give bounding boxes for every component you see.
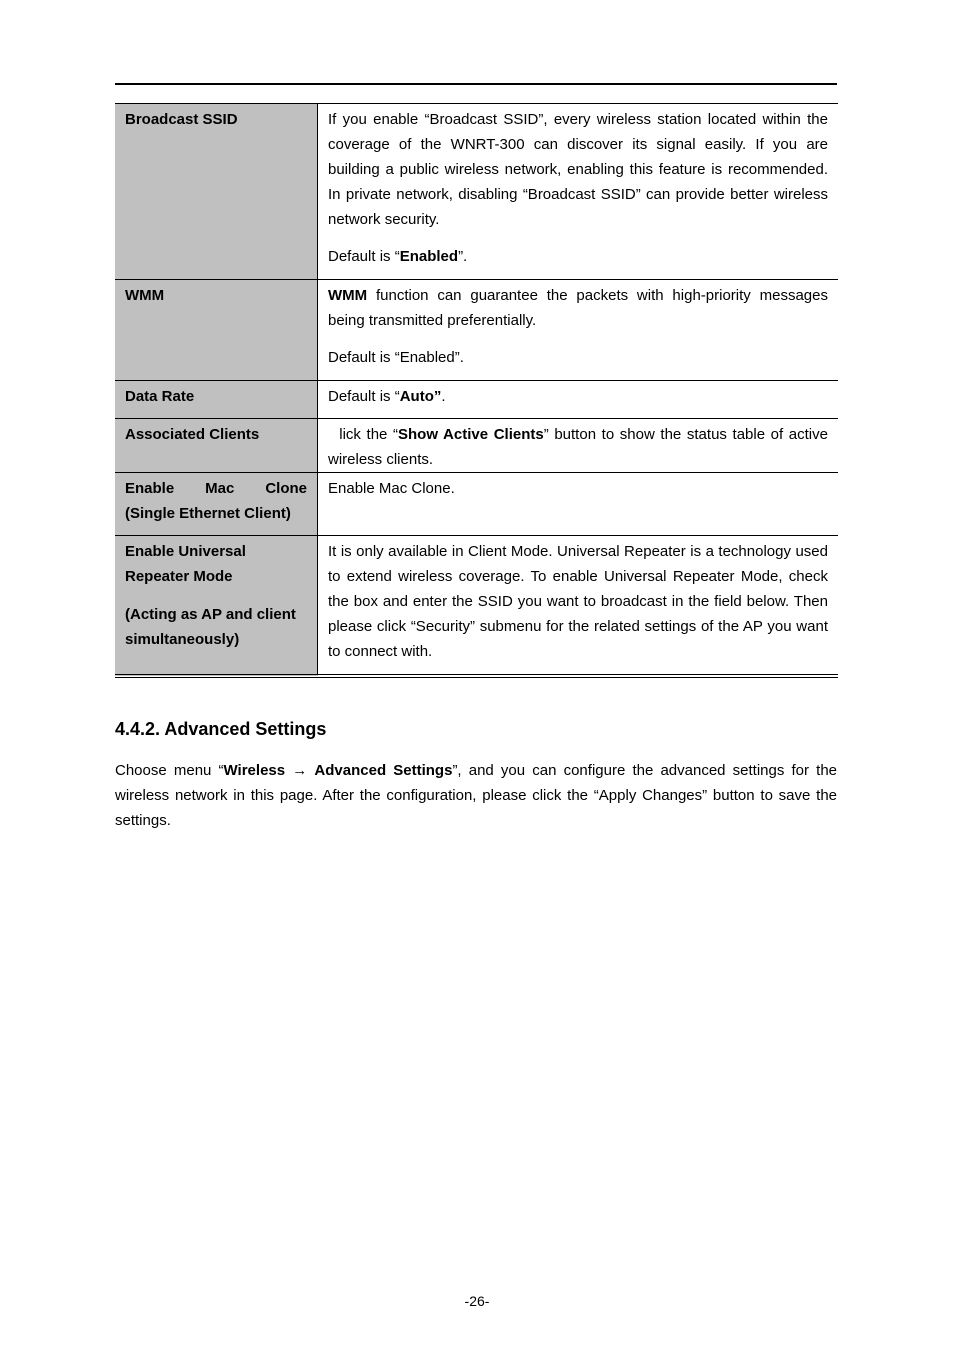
row-label-note: (Acting as AP and client simultaneously)	[125, 606, 296, 648]
row-label: Associated Clients	[125, 426, 260, 443]
page-number: -26-	[464, 1293, 490, 1309]
arrow-icon: →	[292, 762, 308, 779]
table-row	[115, 536, 838, 676]
row-description: Default is “Auto”.	[328, 388, 446, 405]
row-description-cell	[318, 104, 839, 280]
section-heading: 4.4.2. Advanced Settings	[115, 719, 327, 739]
row-description-cell	[318, 280, 839, 381]
row-description-cell	[318, 419, 839, 473]
row-description: WMM function can guarantee the packets with high-priority messages being transmitted preferentially.	[328, 287, 828, 329]
row-label-cell	[115, 473, 318, 536]
row-label: WMM	[125, 287, 165, 304]
table-row	[115, 473, 838, 536]
row-label: Enable Universal Repeater Mode	[125, 543, 246, 585]
row-label-cell	[115, 280, 318, 381]
row-label: Enable Mac Clone	[125, 480, 307, 497]
table-row	[115, 381, 838, 419]
row-label: Broadcast SSID	[125, 111, 238, 128]
row-default: Default is “Enabled”.	[328, 349, 464, 366]
header-rule	[115, 83, 837, 85]
row-description-cell	[318, 473, 839, 536]
row-default: Default is “Enabled”.	[328, 248, 468, 265]
row-description: lick the “Show Active Clients” button to show the status table of active wireless clients.	[328, 426, 833, 468]
row-label-cell	[115, 104, 318, 280]
table-row	[115, 104, 838, 280]
row-label-cell	[115, 536, 318, 676]
table-row	[115, 419, 838, 473]
row-description: If you enable “Broadcast SSID”, every wireless station located within the coverage of the WNRT-300 can discover its signal easily. If you are building a public wireless network, enabling this feature is recommended. In private network, disabling “Broadcast SSID” can provide better wireless network security.	[328, 111, 828, 228]
wireless-settings-table	[115, 103, 838, 678]
row-description: It is only available in Client Mode. Universal Repeater is a technology used to extend wireless coverage. To enable Universal Repeater Mode, check the box and enter the SSID you want to broadcast in the field below. Then please click “Security” submenu for the related settings of the AP you want to connect with.	[328, 543, 828, 660]
row-label-note: (Single Ethernet Client)	[125, 505, 291, 522]
table-row	[115, 280, 838, 381]
row-label-cell	[115, 381, 318, 419]
row-description-cell	[318, 381, 839, 419]
row-label-cell	[115, 419, 318, 473]
row-description: Enable Mac Clone.	[328, 480, 455, 497]
row-description-cell	[318, 536, 839, 676]
row-label: Data Rate	[125, 388, 195, 405]
section-intro: Choose menu “Wireless → Advanced Settings”, and you can configure the advanced settings for the wireless network in this page. After the configuration, please click the “Apply Changes” button to save the settings.	[115, 762, 838, 829]
